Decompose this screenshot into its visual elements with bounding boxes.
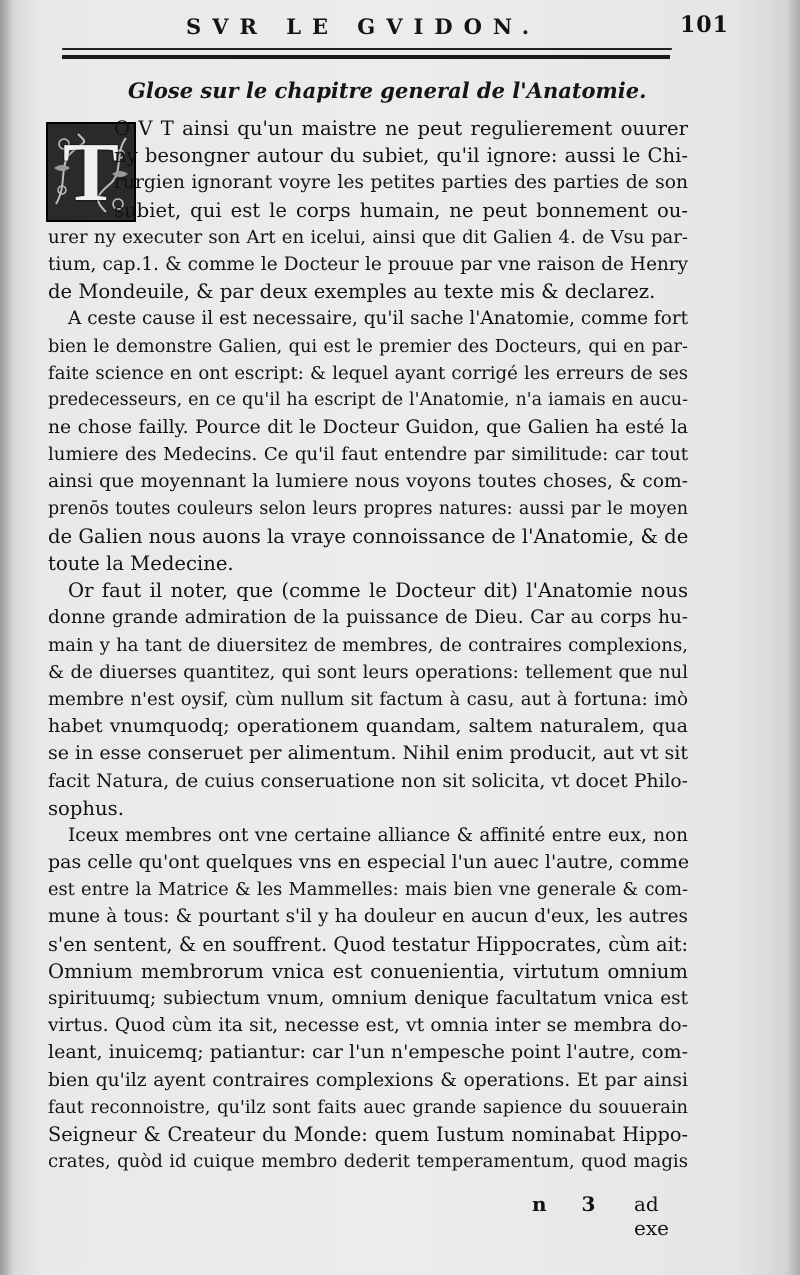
body-text [48,115,688,1175]
drop-cap-letter: T [62,125,120,219]
paragraph-1 [48,115,688,305]
text-line: tium, cap.1. & comme le Docteur le prouue par vne raison de Henry [48,253,688,275]
text-line: bien le demonstre Galien, qui est le premier des Docteurs, qui en par- [48,335,688,357]
text-line: faut reconnoistre, qu'ilz sont faits auec grande sapience du souuerain [48,1096,688,1118]
header-rule [62,48,672,50]
text-line: virtus. Quod cùm ita sit, necesse est, vt omnia inter se membra do- [48,1015,688,1037]
text-line: est entre la Matrice & les Mammelles: mais bien vne generale & com- [48,879,688,901]
text-line: Or faut il noter, que (comme le Docteur dit) l'Anatomie nous [68,579,688,603]
text-line: urer ny executer son Art en icelui, ainsi que dit Galien 4. de Vsu par- [48,226,688,248]
text-line: bien qu'ilz ayent contraires complexions & operations. Et par ainsi [48,1069,688,1091]
text-line: habet vnumquodq; operationem quandam, saltem naturalem, qua [48,715,688,738]
text-line: rurgien ignorant voyre les petites parties des parties de son [114,172,688,194]
page-edge-shadow [786,0,800,1275]
text-line: subiet, qui est le corps humain, ne peut bonnement ou- [114,198,688,222]
text-line: mune à tous: & pourtant s'il y ha douleur en aucun d'eux, les autres [48,906,688,928]
catchword: ad exe [634,1192,669,1240]
text-line: O V T ainsi qu'un maistre ne peut regulierement ouurer [114,117,688,140]
text-line: faite science en ont escript: & lequel ayant corrigé les erreurs de ses [48,362,688,384]
text-line: membre n'est oysif, cùm nullum sit factum à casu, aut à fortuna: imò [48,688,688,710]
text-line: toute la Medecine. [48,552,234,575]
page-number: 101 [680,12,729,38]
page-footer [48,1190,688,1240]
text-line: donne grande admiration de la puissance de Dieu. Car au corps hu- [48,607,688,629]
text-line: se in esse conseruet per alimentum. Nihil enim producit, aut vt sit [48,742,688,765]
text-line: facit Natura, de cuius conseruatione non sit solicita, vt docet Philo- [48,770,688,792]
text-line: ny besongner autour du subiet, qu'il ignore: aussi le Chi- [114,144,688,168]
text-line: & de diuerses quantitez, qui sont leurs operations: tellement que nul [48,661,688,683]
text-line: leant, inuicemq; patiantur: car l'un n'empesche point l'autre, com- [48,1041,688,1064]
text-line: de Mondeuile, & par deux exemples au texte mis & declarez. [48,280,656,304]
text-line: ainsi que moyennant la lumiere nous voyons toutes choses, & com- [48,471,688,493]
text-line: Iceux membres ont vne certaine alliance & affinité entre eux, non [68,824,688,846]
running-head: SVR LE GVIDON. [186,14,541,39]
text-line: lumiere des Medecins. Ce qu'il faut entendre par similitude: car tout [48,444,688,466]
signature-mark: n 3 [532,1192,610,1216]
text-line: Seigneur & Createur du Monde: quem Iustum nominabat Hippo- [48,1122,688,1146]
text-line: ne chose failly. Pource dit le Docteur Guidon, que Galien ha esté la [48,417,688,439]
text-line: pas celle qu'ont quelques vns en especial l'un auec l'autre, comme [48,851,690,874]
text-line: s'en sentent, & en souffrent. Quod testatur Hippocrates, cùm ait: [48,932,688,956]
text-line: Omnium membrorum vnica est conuenientia, virtutum omnium [48,959,688,983]
text-line: crates, quòd id cuique membro dederit temperamentum, quod magis [48,1151,688,1173]
text-line: de Galien nous auons la vraye connoissance de l'Anatomie, & de [48,524,689,548]
text-line: prenōs toutes couleurs selon leurs propres natures: aussi par le moyen [48,498,688,519]
section-title: Glose sur le chapitre general de l'Anatomie. [128,78,647,103]
paragraph-2 [48,305,688,577]
text-line: main y ha tant de diuersitez de membres, de contraires complexions, [48,634,688,656]
text-line: A ceste cause il est necessaire, qu'il sache l'Anatomie, comme fort [68,308,688,330]
text-line: predecesseurs, en ce qu'il ha escript de l'Anatomie, n'a iamais en aucu- [48,389,688,410]
paragraph-4 [48,822,688,1175]
page-header [0,6,800,42]
text-line: spirituumq; subiectum vnum, omnium denique facultatum vnica est [48,988,688,1009]
text-line: sophus. [48,796,124,820]
header-rule-thick [62,55,670,59]
paragraph-3 [48,577,688,822]
